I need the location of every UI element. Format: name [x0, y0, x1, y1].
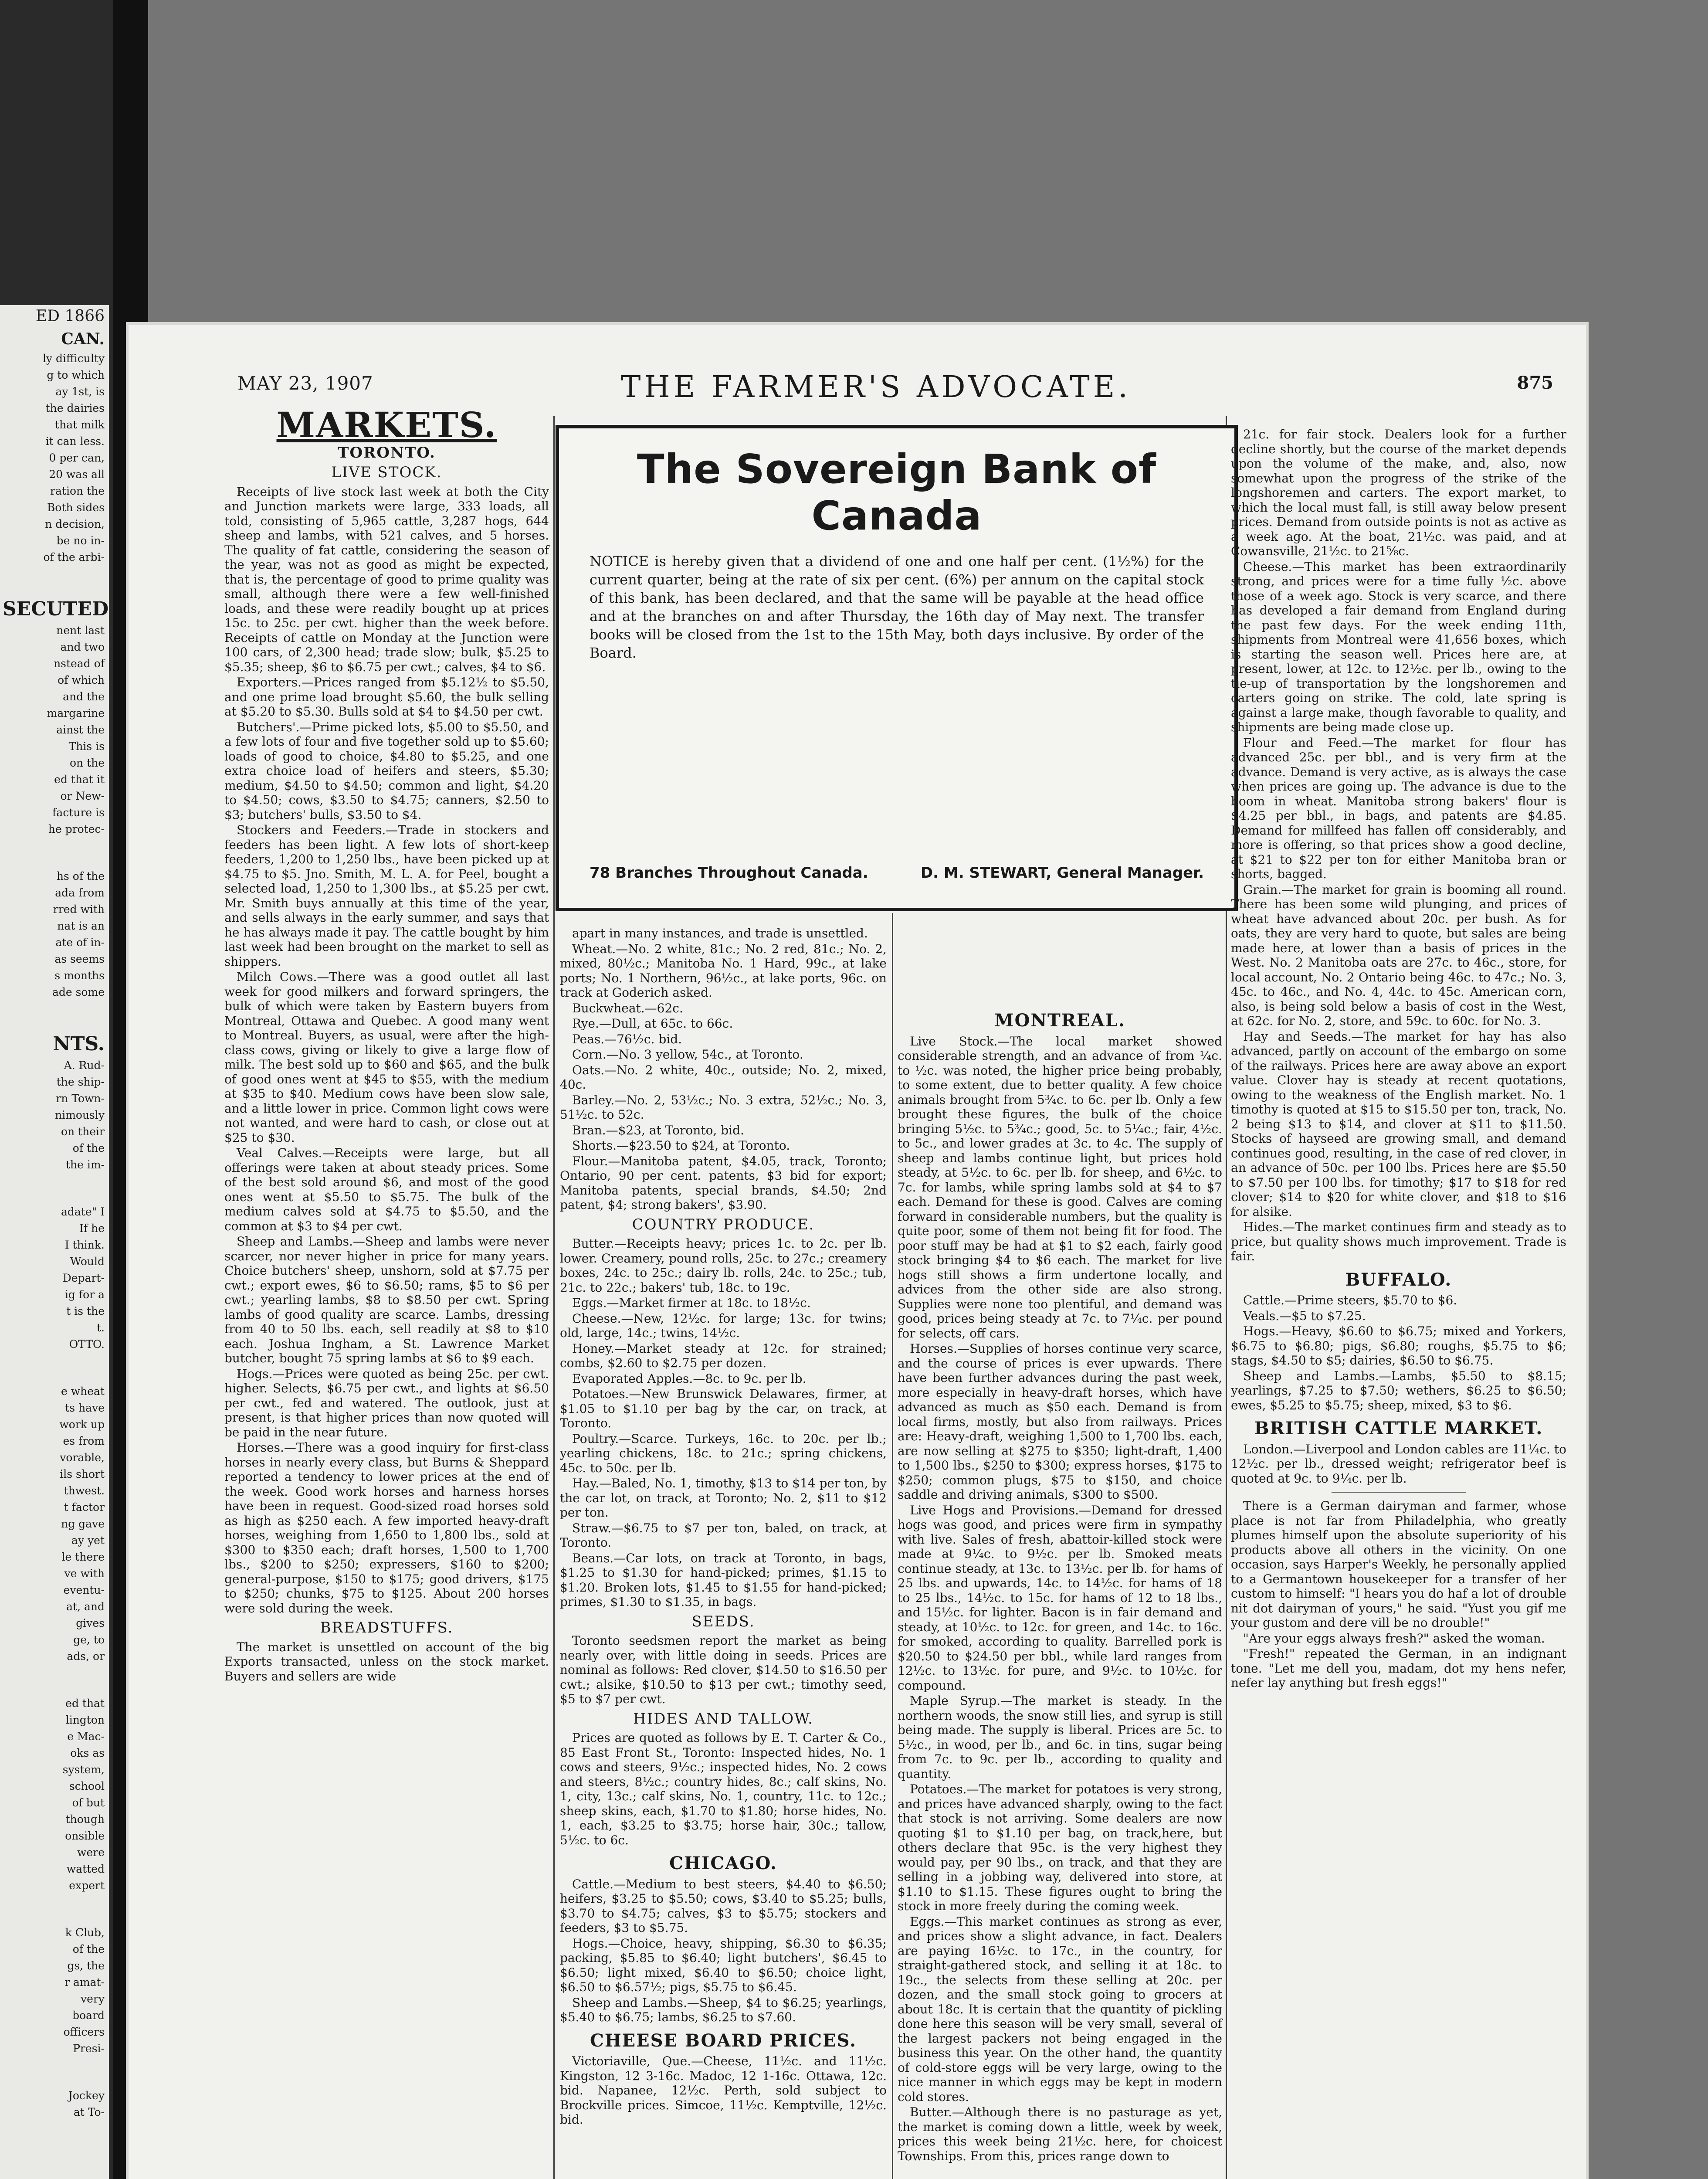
fragment-line: were [77, 1846, 105, 1859]
paragraph: Potatoes.—New Brunswick Delawares, firmer, at $1.05 to $1.10 per bag by the car, on track, at Toronto. [560, 1387, 887, 1430]
fragment-line: eventu- [63, 1584, 105, 1596]
article-body [560, 1877, 887, 2025]
subheading-breadstuffs: BREADSTUFFS. [320, 1619, 454, 1636]
paragraph: Sheep and Lambs.—Lambs, $5.50 to $8.15; yearlings, $7.25 to $7.50; wethers, $6.25 to $6.50; ewes, $5.25 to $5.75; sheep, mixed, $3 to $6. [1231, 1368, 1566, 1412]
fragment-line: of the [72, 1142, 105, 1154]
fragment-line: very [81, 1992, 105, 2005]
column-right [1231, 427, 1566, 1691]
fragment-line: 20 was all [49, 468, 105, 481]
fragment-heading: SECUTED [3, 598, 109, 620]
previous-page-strip [0, 305, 109, 2179]
fragment-line: of but [72, 1796, 105, 1809]
fragment-line: the im- [65, 1158, 105, 1171]
paragraph: Horses.—There was a good inquiry for first-class horses in nearly every class, but Burns & Sheppard reported a tendency to lower prices at the end of the week. Good work horses and harness horses have been in request. Good-sized road horses sold as high as $250 each. A few imported heavy-draft horses, weighing from 1,650 to 1,800 lbs., sold at $300 to $350 each; draft horses, 1,500 to 1,700 lbs., $200 to $250; expressers, $160 to $200; general-purpose, $150 to $175; good drivers, $175 to $250; chunks, $75 to $125. About 200 horses were sold during the week. [224, 1440, 549, 1616]
fragment-line: ils short [60, 1468, 105, 1480]
fragment-line: es from [63, 1435, 105, 1447]
column-divider [892, 913, 893, 2179]
paragraph: Wheat.—No. 2 white, 81c.; No. 2 red, 81c.; No. 2, mixed, 80½c.; Manitoba No. 1 Hard, 99c., at lake ports; No. 1 Northern, 96½c., at lake ports, 96c. on track at Goderich asked. [560, 941, 887, 1000]
paragraph: London.—Liverpool and London cables are 11¼c. to 12½c. per lb., dressed weight; refrigerator beef is quoted at 9c. to 9¼c. per lb. [1231, 1442, 1566, 1486]
ad-branches: 78 Branches Throughout Canada. [590, 864, 868, 882]
article-body [560, 2054, 887, 2127]
fragment-line: on their [61, 1125, 105, 1138]
fragment-line: be no in- [56, 534, 105, 547]
article-body [1231, 427, 1566, 1264]
fragment-line: facture is [52, 806, 105, 819]
paragraph: Bran.—$23, at Toronto, bid. [572, 1123, 744, 1137]
fragment-line: ed that [65, 1697, 105, 1710]
fragment-line: that milk [55, 418, 105, 431]
fragment-line: adate" I [61, 1205, 105, 1218]
subheading-toronto: TORONTO. [338, 444, 436, 462]
fragment-line: on the [69, 757, 105, 769]
fragment-line: watted [66, 1863, 105, 1875]
fragment-line: I think. [64, 1239, 105, 1251]
paragraph: Prices are quoted as follows by E. T. Carter & Co., 85 East Front St., Toronto: Inspected hides, No. 1 cows and steers, 9½c.; inspected hides, No. 2 cows and steers, 8½c.; country hides, 8c.; calf skins, No. 1, city, 13c.; calf skins, No. 1, country, 11c. to 12c.; sheep skins, each, $1.70 to $1.80; horse hides, No. 1, each, $3.25 to $3.75; horse hair, 30c.; tallow, 5½c. to 6c. [560, 1731, 887, 1847]
subheading-cheese-board: CHEESE BOARD PRICES. [590, 2030, 857, 2051]
fragment-line: le there [61, 1551, 105, 1563]
paragraph: Receipts of live stock last week at both the City and Junction markets were large, 333 loads, all told, consisting of 5,965 cattle, 3,287 hogs, 644 sheep and lambs, with 521 calves, and 5 horses. The quality of fat cattle, considering the season of the year, was not as good as might be expected, that is, the percentage of good to prime quality was small, although there were a few well-finished loads, and these were readily bought up at prices 15c. to 25c. per cwt. higher than the week before. Receipts of cattle on Monday at the Junction were 100 cars, of 2,300 head; trade slow; bulk, $5.25 to $5.35; sheep, $6 to $6.75 per cwt.; calves, $4 to $6. [224, 484, 549, 674]
fragment-line: ve with [64, 1567, 105, 1580]
journal-title: THE FARMER'S ADVOCATE. [621, 370, 1131, 404]
article-body [224, 1640, 549, 1684]
subheading-montreal: MONTREAL. [994, 1010, 1125, 1031]
fragment-line: ainst the [56, 723, 105, 736]
fragment-line: gives [76, 1617, 105, 1629]
paragraph: Hay.—Baled, No. 1, timothy, $13 to $14 per ton, by the car lot, on track, at Toronto; No. 2, $11 to $12 per ton. [560, 1476, 887, 1520]
subheading-british-cattle: BRITISH CATTLE MARKET. [1254, 1418, 1543, 1439]
ad-body: NOTICE is hereby given that a dividend of one and one half per cent. (1½%) for the current quarter, being at the rate of six per cent. (6%) per annum on the capital stock of this bank, has been declared, and that the same will be payable at the head office and at the branches on and after Thursday, the 16th day of May next. The transfer books will be closed from the 1st to the 15th May, both days inclusive. By order of the Board. [590, 553, 1204, 661]
paragraph: Veals.—$5 to $7.25. [1243, 1308, 1366, 1323]
fragment-line: ada from [55, 886, 105, 899]
paragraph: Veal Calves.—Receipts were large, but all offerings were taken at about steady prices. Some of the best sold around $6, and most of the good ones went at $5.50 to $5.75. The bulk of the medium calves sold at $4.75 to $5.50, and the common at $3 to $4 per cwt. [224, 1146, 549, 1233]
subheading-hides: HIDES AND TALLOW. [633, 1710, 813, 1728]
fragment-line: t is the [66, 1305, 105, 1317]
paragraph: Hay and Seeds.—The market for hay has also advanced, partly on account of the embargo on some of the railways. Prices here are away above an export value. Clover hay is steady at recent quotations, owing to the weakness of the English market. No. 1 timothy is quoted at $15 to $15.50 per ton, track, No. 2 being $13 to $14, and clover at $11 to $11.50. Stocks of hayseed are growing small, and demand continues good, resulting, in the case of red clover, in an advance of 50c. per 100 lbs. Prices here are $5.50 to $7.50 per 100 lbs. for timothy; $17 to $18 for red clover; $14 to $20 for white clover, and $18 to $16 for alsike. [1231, 1029, 1566, 1219]
fragment-line: ed that it [54, 773, 105, 786]
fragment-line: of which [58, 674, 105, 686]
fragment-line: e Mac- [67, 1730, 105, 1743]
fragment-line: ads, or [67, 1650, 105, 1663]
ad-signature: D. M. STEWART, General Manager. [920, 864, 1204, 882]
fragment-line: ly difficulty [42, 352, 105, 365]
paragraph: apart in many instances, and trade is unsettled. [572, 926, 868, 940]
previous-page-text [3, 305, 107, 2151]
fragment-line: of the arbi- [43, 551, 105, 563]
paragraph: Beans.—Car lots, on track at Toronto, in bags, $1.25 to $1.30 for hand-picked; primes, $1.15 to $1.20. Broken lots, $1.45 to $1.55 for hand-picked; primes, $1.30 to $1.35, in bags. [560, 1551, 887, 1609]
paragraph: Cheese.—New, 12½c. for large; 13c. for twins; old, large, 14c.; twins, 14½c. [560, 1311, 887, 1340]
paragraph: Butter.—Although there is no pasturage as yet, the market is coming down a little, week by week, prices this week being 21½c. here, for choicest Townships. From this, prices range down to [898, 2105, 1222, 2163]
section-rule [1332, 1492, 1466, 1493]
fragment-line: Would [70, 1255, 105, 1268]
fragment-line: the ship- [56, 1076, 105, 1088]
paragraph: Butter.—Receipts heavy; prices 1c. to 2c. per lb. lower. Creamery, pound rolls, 25c. to 27c.; creamery boxes, 24c. to 25c.; dairy lb. rolls, 24c. to 25c.; tub, 21c. to 22c.; bakers' tub, 18c. to 19c. [560, 1236, 887, 1295]
paragraph: Shorts.—$23.50 to $24, at Toronto. [572, 1138, 790, 1153]
paragraph: There is a German dairyman and farmer, whose place is not far from Philadelphia, who greatly plumes himself upon the absolute superiority of his products above all others in the vicinity. On one occasion, says Harper's Weekly, he personally applied to a Germantown housekeeper for a transfer of her custom to himself: "I hears you do haf a lot of drouble nit dot dairyman of yours," he said. "Yust you gif me your gustom and dere vill be no drouble!" [1231, 1499, 1566, 1630]
paragraph: Rye.—Dull, at 65c. to 66c. [572, 1016, 733, 1031]
paragraph: Corn.—No. 3 yellow, 54c., at Toronto. [572, 1047, 803, 1062]
fragment-line: This is [68, 740, 105, 753]
fragment-line: at, and [66, 1600, 105, 1613]
fragment-heading: NTS. [53, 1033, 105, 1055]
paragraph: "Are your eggs always fresh?" asked the woman. [1243, 1631, 1545, 1646]
fragment-line: hs of the [56, 870, 105, 882]
article-body [560, 1236, 887, 1609]
paragraph: Flour.—Manitoba patent, $4.05, track, Toronto; Ontario, 90 per cent. patents, $3 bid for export; Manitoba patents, special brands, $4.50; 2nd patent, $4; strong bakers', $3.90. [560, 1154, 887, 1212]
fragment-line: it can less. [45, 435, 105, 448]
paragraph: Straw.—$6.75 to $7 per ton, baled, on track, at Toronto. [560, 1521, 887, 1550]
fragment-line: Jockey [68, 2089, 105, 2102]
page-header [237, 370, 1553, 404]
column-markets-toronto [224, 404, 549, 1684]
paragraph: Hogs.—Choice, heavy, shipping, $6.30 to $6.35; packing, $5.85 to $6.40; light butchers', $6.45 to $6.50; light mixed, $6.40 to $6.50; choice light, $6.50 to $6.57½; pigs, $5.75 to $6.45. [560, 1936, 887, 1994]
fragment-line: oks as [70, 1747, 105, 1759]
paragraph: Buckwheat.—62c. [572, 1001, 683, 1015]
issue-date: MAY 23, 1907 [237, 373, 373, 394]
ad-footer [590, 864, 1204, 882]
fragment-line: the dairies [45, 402, 105, 414]
fragment-line: officers [63, 2026, 105, 2038]
fragment-line: nat is an [57, 920, 105, 932]
fragment-line: ts have [65, 1402, 105, 1414]
article-body [898, 1034, 1222, 2164]
paragraph: Evaporated Apples.—8c. to 9c. per lb. [572, 1371, 807, 1386]
fragment-line: of the [72, 1943, 105, 1955]
article-body [1231, 1293, 1566, 1412]
fragment-line: or New- [60, 790, 105, 802]
paragraph: Sheep and Lambs.—Sheep, $4 to $6.25; yearlings, $5.40 to $6.75; lambs, $6.25 to $7.60. [560, 1995, 887, 2024]
fragment-line: as seems [54, 953, 105, 965]
paragraph: Horses.—Supplies of horses continue very scarce, and the course of prices is ever upwards. There have been further advances during the past week, more especially in heavy-draft horses, which have advanced as much as $50 each. Demand is from local firms, mostly, but also from railways. Prices are: Heavy-draft, weighing 1,500 to 1,700 lbs. each, are now selling at $275 to $350; light-draft, 1,400 to 1,500 lbs., $250 to $300; express horses, $175 to $250; common plugs, $75 to $150, and choice saddle and driving animals, $300 to $500. [898, 1341, 1222, 1502]
fragment-line: r amat- [64, 1976, 105, 1989]
fragment-line: rred with [53, 903, 105, 916]
fragment-line: ration the [50, 485, 105, 497]
fragment-line: and the [63, 690, 105, 703]
subheading-country-produce: COUNTRY PRODUCE. [632, 1215, 815, 1233]
paragraph: Butchers'.—Prime picked lots, $5.00 to $5.50, and a few lots of four and five together sold up to $5.60; loads of good to choice, $4.80 to $5.25, and one extra choice load of heifers and steers, $5.30; medium, $4.50 to $4.50; common and light, $4.20 to $4.50; cows, $3.50 to $4.75; canners, $2.50 to $3; butchers' bulls, $3.50 to $4. [224, 720, 549, 822]
paragraph: Live Hogs and Provisions.—Demand for dressed hogs was good, and prices were firm in sympathy with live. Sales of fresh, abattoir-killed stock were made at 9¼c. to 9½c. per lb. Smoked meats continue steady, at 13c. to 13½c. per lb. for hams of 25 lbs. and upwards, 14c. to 14½c. for hams of 18 to 25 lbs., 14½c. to 15c. for hams of 12 to 18 lbs., and 15½c. for lighter. Bacon is in fair demand and steady, at 10½c. to 12c. for green, and 14c. to 16c. for smoked, according to quality. Barrelled pork is $20.50 to $24.50 per bbl., while lard ranges from 12½c. to 13½c. for pure, and 9½c. to 10½c. for compound. [898, 1503, 1222, 1693]
ad-title: The Sovereign Bank of Canada [637, 446, 1157, 539]
fragment-line: If he [79, 1222, 105, 1235]
fragment-line: onsible [65, 1829, 105, 1842]
subheading-buffalo: BUFFALO. [1345, 1269, 1452, 1290]
fragment-line: ge, to [73, 1633, 105, 1646]
fragment-line: nstead of [54, 657, 105, 670]
fragment-line: lington [65, 1714, 105, 1726]
paragraph: Sheep and Lambs.—Sheep and lambs were never scarcer, nor never higher in price for many years. Choice butchers' sheep, unshorn, sold at $7.75 per cwt.; export ewes, $6 to $6.50; rams, $5 to $6 per cwt.; yearling lambs, $8 to $8.50 per cwt. Spring lambs of good quality are scarce. Lambs, dressing from 40 to 50 lbs. each, sell readily at $8 to $10 each. Joshua Ingham, a St. Lawrence Market butcher, bought 75 spring lambs at $6 to $9 each. [224, 1234, 549, 1365]
fragment-line: and two [60, 641, 105, 653]
paragraph: Peas.—76½c. bid. [572, 1032, 682, 1046]
fragment-line: e wheat [61, 1385, 105, 1398]
fragment-line: nent last [56, 624, 105, 637]
newspaper-page [129, 325, 1586, 2179]
paragraph: Oats.—No. 2 white, 40c., outside; No. 2, mixed, 40c. [560, 1062, 887, 1092]
paragraph: Hides.—The market continues firm and steady as to price, but quality shows much improvement. Trade is fair. [1231, 1220, 1566, 1263]
fragment-line: CAN. [61, 330, 105, 348]
fragment-line: board [72, 2009, 105, 2022]
section-title: MARKETS. [276, 404, 497, 445]
column-divider [553, 416, 555, 2179]
fragment-line: Presi- [73, 2042, 105, 2055]
fragment-line: t factor [64, 1501, 105, 1514]
paragraph: Live Stock.—The local market showed considerable strength, and an advance of from ¼c. to ½c. was noted, the higher price being probably, to some extent, due to better quality. A few choice animals brought from 5¾c. to 6c. per lb. Only a few brought these figures, the bulk of the choice bringing 5½c. to 5¾c.; good, 5c. to 5¼c.; fair, 4½c. to 5c., and lower grades at 3c. to 4c. The supply of sheep and lambs continue light, but prices hold steady, at 5½c. to 6c. per lb. for sheep, and 6½c. to 7c. for lambs, while spring lambs sold at $4 to $7 each. Demand for these is good. Calves are coming forward in considerable numbers, but the quality is quite poor, some of them not being fit for food. The poor stuff may be had at $1 to $2 each, fairly good stock bringing $4 to $6 each. The market for live hogs still shows a firm undertone locally, and advices from the other side are also strong. Supplies were none too plentiful, and demand was good, prices being steady at 7c. to 7¼c. per pound for selects, off cars. [898, 1034, 1222, 1341]
fragment-line: ay 1st, is [55, 385, 105, 398]
fragment-line: vorable, [60, 1451, 105, 1464]
paragraph: Maple Syrup.—The market is steady. In the northern woods, the snow still lies, and syrup is still being made. The supply is liberal. Prices are 5c. to 5½c., in wood, per lb., and 6c. in tins, sugar being from 7c. to 9c. per lb., according to quality and quantity. [898, 1694, 1222, 1781]
fragment-line: though [65, 1813, 105, 1826]
fragment-line: school [69, 1780, 105, 1792]
paragraph: Eggs.—Market firmer at 18c. to 18½c. [572, 1296, 811, 1310]
subheading-chicago: CHICAGO. [669, 1853, 777, 1874]
fragment-line: work up [59, 1418, 105, 1431]
fragment-line: n decision, [45, 518, 105, 530]
fragment-line: ng gave [61, 1517, 105, 1530]
article-body [560, 1731, 887, 1847]
column-montreal [898, 1005, 1222, 2164]
fragment-line: ay yet [71, 1534, 105, 1547]
fragment-line: gs, the [67, 1959, 105, 1972]
article-body [560, 926, 887, 1212]
fragment-line: at To- [73, 2106, 105, 2118]
fragment-line: nimously [55, 1109, 105, 1121]
paragraph: Cattle.—Prime steers, $5.70 to $6. [1243, 1293, 1457, 1307]
paragraph: Toronto seedsmen report the market as being nearly over, with little doing in seeds. Prices are nominal as follows: Red clover, $14.50 to $16.50 per cwt.; alsike, $10.50 to $13 per cwt.; timothy seed, $5 to $7 per cwt. [560, 1633, 887, 1706]
column-grain-produce [560, 926, 887, 2128]
fragment-line: ig for a [64, 1288, 105, 1301]
paragraph: "Fresh!" repeated the German, in an indignant tone. "Let me dell you, madam, dot my hens nefer, nefer lay anything but fresh eggs!" [1231, 1646, 1566, 1690]
paragraph: Hogs.—Prices were quoted as being 25c. per cwt. higher. Selects, $6.75 per cwt., and lights at $6.50 per cwt., fed and watered. The outlook, just at present, is that higher prices than now quoted will be paid in the near future. [224, 1366, 549, 1439]
paragraph: Cheese.—This market has been extraordinarily strong, and prices were for a time fully ½c. above those of a week ago. Stock is very scarce, and there has developed a fair demand from England during the past few days. For the week ending 11th, shipments from Montreal were 41,656 boxes, which is starting the season well. Prices here are, at present, lower, at 12c. to 12½c. per lb., owing to the tie-up of transportation by the longshoremen and carters going on strike. The cold, late spring is against a large make, though favorable to quality, and shipments are being made close up. [1231, 559, 1566, 734]
fragment-line: ED 1866 [35, 307, 105, 325]
paragraph: Flour and Feed.—The market for flour has advanced 25c. per bbl., and is very firm at the advance. Demand is very active, as is always the case when prices are going up. The advance is due to the boom in wheat. Manitoba strong bakers' flour is $4.25 per bbl., in bags, and patents are $4.85. Demand for millfeed has fallen off considerably, and more is offering, so that prices show a good decline, at $21 to $22 per ton for either Manitoba bran or shorts, bagged. [1231, 735, 1566, 881]
paragraph: Eggs.—This market continues as strong as ever, and prices show a slight advance, in fact. Dealers are paying 16½c. to 17c., in the country, for straight-gathered stock, and selling it at 18c. to 19c., the selects from these selling at 20c. per dozen, and the small stock going to grocers at about 18c. It is certain that the quantity of pickling done here this season will be very small, several of the largest packers not being engaged in the business this year. On the other hand, the quantity of cold-store eggs will be very large, owing to the nice manner in which eggs may be kept in modern cold stores. [898, 1914, 1222, 2104]
fragment-line: t. [97, 1321, 105, 1334]
fragment-line: thwest. [64, 1484, 105, 1497]
fragment-line: k Club, [65, 1926, 105, 1939]
fragment-line: rn Town- [56, 1092, 105, 1105]
fragment-line: OTTO. [69, 1338, 105, 1351]
page-number: 875 [1517, 373, 1553, 393]
paragraph: Victoriaville, Que.—Cheese, 11½c. and 11½c. Kingston, 12 3-16c. Madoc, 12 1-16c. Ottawa, 12c. bid. Napanee, 12½c. Perth, sold subject to Brockville prices. Simcoe, 11½c. Kemptville, 12½c. bid. [560, 2054, 887, 2127]
paragraph: Stockers and Feeders.—Trade in stockers and feeders has been light. A few lots of short-keep feeders, 1,200 to 1,250 lbs., have been picked up at $4.75 to $5. Jno. Smith, M. L. A. for Peel, bought a selected load, 1,250 to 1,300 lbs., at $5.25 per cwt. Mr. Smith buys annually at this time of the year, and sells always in the early summer, and says that he has always made it pay. The cattle bought by him last week had been brought on the market to sell as shippers. [224, 823, 549, 969]
fragment-line: expert [69, 1879, 105, 1892]
anecdote-body [1231, 1499, 1566, 1690]
paragraph: Poultry.—Scarce. Turkeys, 16c. to 20c. per lb.; yearling chickens, 18c. to 21c.; spring chickens, 45c. to 50c. per lb. [560, 1431, 887, 1475]
paragraph: The market is unsettled on account of the big Exports transacted, unless on the stock market. Buyers and sellers are wide [224, 1639, 549, 1683]
paragraph: Hogs.—Heavy, $6.60 to $6.75; mixed and Yorkers, $6.75 to $6.80; pigs, $6.80; roughs, $5.75 to $6; stags, $4.50 to $5; dairies, $6.50 to $6.75. [1231, 1324, 1566, 1368]
subheading-live-stock: LIVE STOCK. [331, 464, 442, 481]
fragment-line: ate of in- [55, 936, 105, 949]
fragment-line: g to which [47, 369, 105, 381]
paragraph: 21c. for fair stock. Dealers look for a further decline shortly, but the course of the market depends upon the volume of the make, and, also, now somewhat upon the progress of the strike of the longshoremen and carters. The export market, to which the local must fall, is still away below present prices. Demand from outside points is not as active as a week ago. At the boat, 21½c. was paid, and at Cowansville, 21½c. to 21⅝c. [1231, 427, 1566, 558]
fragment-line: he protec- [48, 823, 105, 835]
article-body [560, 1633, 887, 1707]
subheading-seeds: SEEDS. [691, 1612, 755, 1630]
paragraph: Honey.—Market steady at 12c. for strained; combs, $2.60 to $2.75 per dozen. [560, 1341, 887, 1370]
fragment-line: s months [54, 969, 105, 982]
fragment-line: 0 per can, [49, 451, 105, 464]
paragraph: Cattle.—Medium to best steers, $4.40 to $6.50; heifers, $3.25 to $5.50; cows, $3.40 to $5.25; bulls, $3.70 to $4.75; calves, $3 to $5.75; stockers and feeders, $3 to $5.75. [560, 1877, 887, 1935]
fragment-line: margarine [47, 707, 105, 720]
paragraph: Grain.—The market for grain is booming all round. There has been some wild plunging, and prices of wheat have advanced about 20c. per bush. As for oats, they are very hard to quote, but sales are being made here, at lower than a basis of prices in the West. No. 2 Manitoba oats are 27c. to 46c., store, for local account, No. 2 Ontario being 46c. to 47c.; No. 3, 45c. to 46c., and No. 4, 44c. to 45c. American corn, also, is being sold below a basis of cost in the West, at 62c. for No. 2, store, and 59c. to 60c. for No. 3. [1231, 882, 1566, 1028]
paragraph: Exporters.—Prices ranged from $5.12½ to $5.50, and one prime load brought $5.60, the bulk selling at $5.20 to $5.30. Bulls sold at $4 to $4.50 per cwt. [224, 675, 549, 719]
bank-advertisement [556, 425, 1238, 911]
fragment-line: ade some [52, 986, 105, 998]
fragment-line: Both sides [47, 501, 105, 514]
article-body [224, 485, 549, 1616]
paragraph: Barley.—No. 2, 53½c.; No. 3 extra, 52½c.; No. 3, 51½c. to 52c. [560, 1093, 887, 1122]
paragraph: Potatoes.—The market for potatoes is very strong, and prices have advanced sharply, owing to the fact that stock is not arriving. Some dealers are now quoting $1 to $1.10 per bag, on track,here, but others declare that 95c. is the very highest they would pay, per 90 lbs., on track, and that they are selling in a jobbing way, delivered into store, at $1.10 to $1.15. These figures ought to bring the stock in more freely during the coming week. [898, 1782, 1222, 1913]
fragment-line: Depart- [62, 1272, 105, 1284]
fragment-line: system, [62, 1763, 105, 1776]
fragment-line: A. Rud- [64, 1059, 105, 1072]
paragraph: Milch Cows.—There was a good outlet all last week for good milkers and forward springers, the bulk of which were taken by Eastern buyers from Montreal, Ottawa and Quebec. A good many went to Montreal. Buyers, as usual, were after the high-class cows, giving or likely to give a large flow of milk. The best sold up to $60 and $65, and the bulk of good ones went at $45 to $55, with the medium at $35 to $40. Medium cows have been slow sale, and a little lower in price. Common light cows were not wanted, and were hard to cash, or close out at $25 to $30. [224, 970, 549, 1145]
article-body [1231, 1442, 1566, 1486]
